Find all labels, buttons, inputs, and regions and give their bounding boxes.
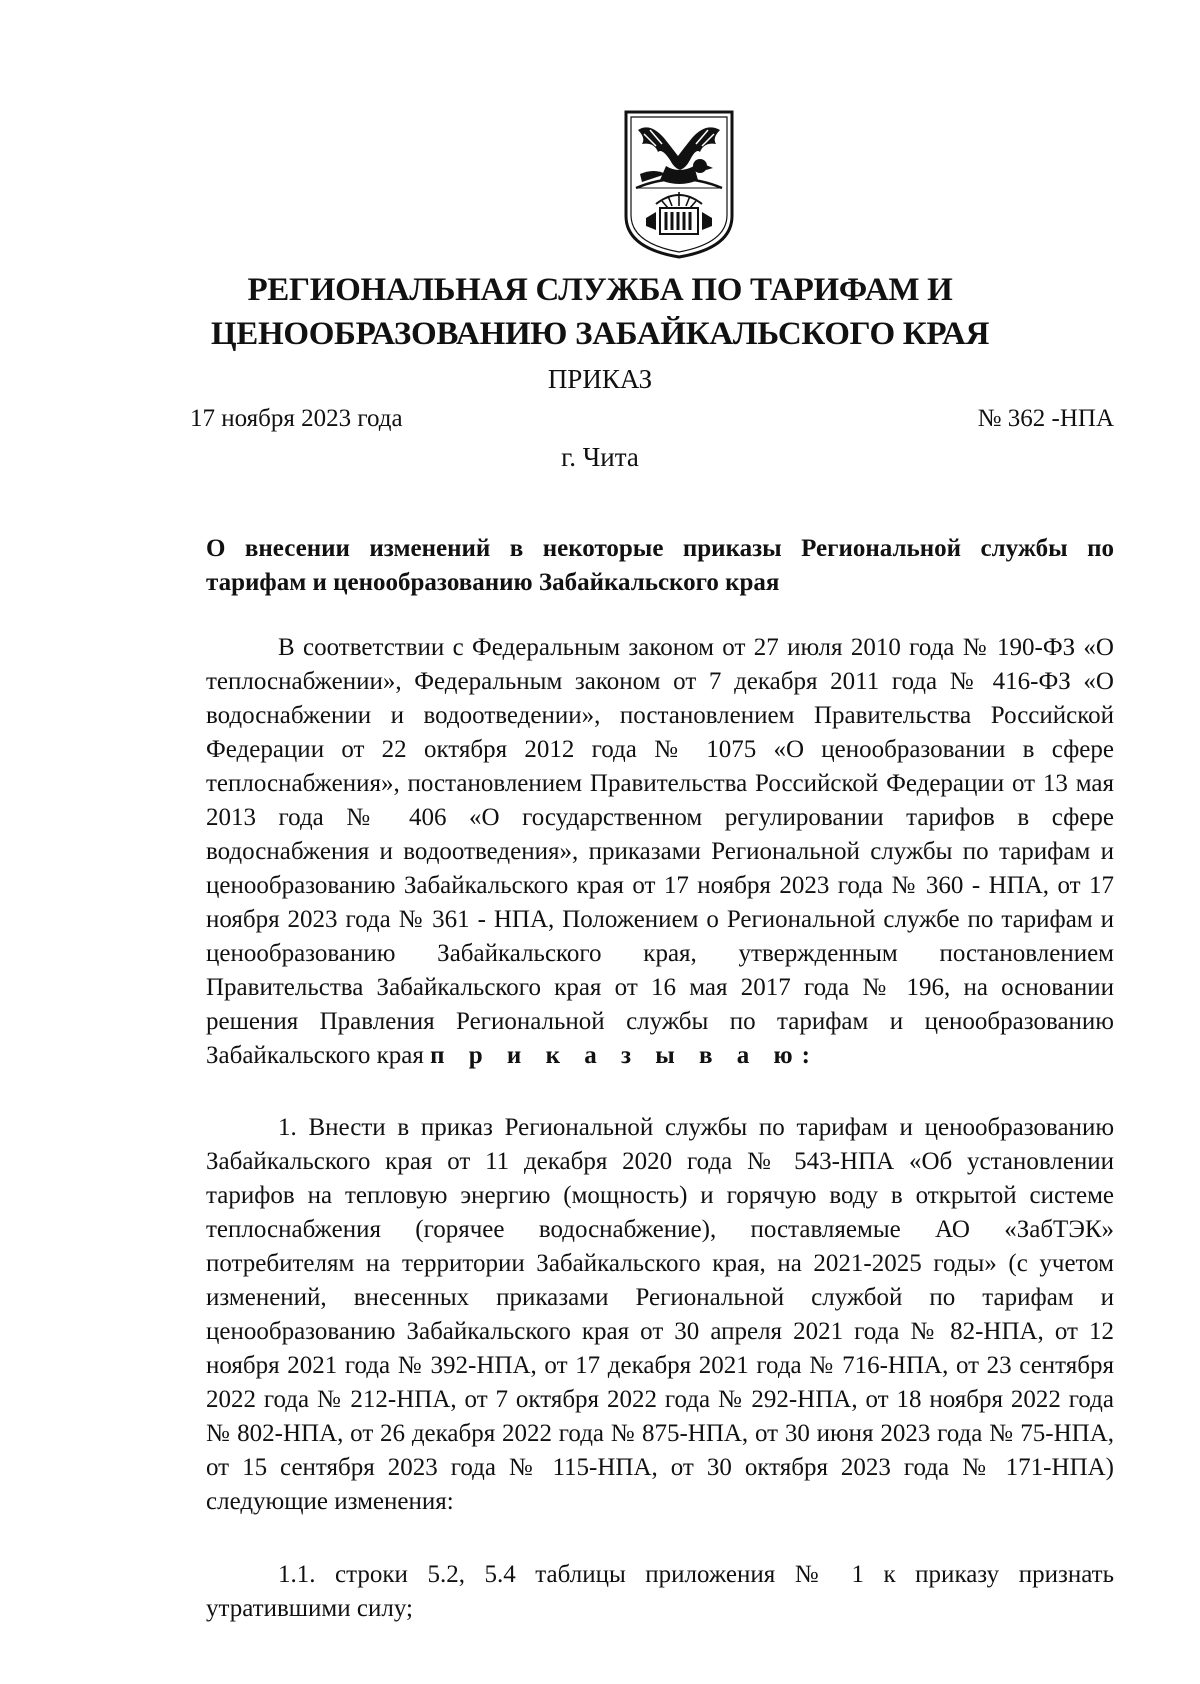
- preamble-text: В соответствии с Федеральным законом от 27 июля 2010 года № 190-ФЗ «О теплоснабжении», Федеральным законом от 7 декабря 2011 года № 416-ФЗ «О водоснабжении и водоотведении», постановлением Правительства Российской Федерации от 22 октября 2012 года № 1075 «О ценообразовании в сфере теплоснабжения», постановлением Правительства Российской Федерации от 13 мая 2013 года № 406 «О государственном регулировании тарифов в сфере водоснабжения и водоотведения», приказами Региональной службы по тарифам и ценообразованию Забайкальского края от 17 ноября 2023 года № 360 - НПА, от 17 ноября 2023 года № 361 - НПА, Положением о Региональной службе по тарифам и ценообразованию Забайкальского края, утвержденным постановлением Правительства Забайкальского края от 16 мая 2017 года № 196, на основании решения Правления Региональной службы по тарифам и ценообразованию Забайкальского края: [206, 634, 1114, 1069]
- preamble-paragraph: [206, 631, 1114, 1073]
- document-date: 17 ноября 2023 года: [190, 405, 403, 432]
- item-1-paragraph: 1. Внести в приказ Региональной службы по тарифам и ценообразованию Забайкальского края от 11 декабря 2020 года № 543-НПА «Об установлении тарифов на тепловую энергию (мощность) и горячую воду в открытой системе теплоснабжения (горячее водоснабжение), поставляемые АО «ЗабТЭК» потребителям на территории Забайкальского края, на 2021-2025 годы» (с учетом изменений, внесенных приказами Региональной службой по тарифам и ценообразованию Забайкальского края от 30 апреля 2021 года № 82-НПА, от 12 ноября 2021 года № 392-НПА, от 17 декабря 2021 года № 716-НПА, от 23 сентября 2022 года № 212-НПА, от 7 октября 2022 года № 292-НПА, от 18 ноября 2022 года № 802-НПА, от 26 декабря 2022 года № 875-НПА, от 30 июня 2023 года № 75-НПА, от 15 сентября 2023 года № 115-НПА, от 30 октября 2023 года № 171-НПА) следующие изменения:: [206, 1114, 1114, 1515]
- document-title: О внесении изменений в некоторые приказы Региональной службы по тарифам и ценообразованию Забайкальского края: [206, 535, 1114, 596]
- document-number: № 362 -НПА: [977, 405, 1114, 432]
- document-type: ПРИКАЗ: [547, 364, 653, 394]
- document-city: г. Чита: [561, 442, 639, 472]
- agency-name-line-1: РЕГИОНАЛЬНАЯ СЛУЖБА ПО ТАРИФАМ И: [247, 272, 953, 308]
- order-word: п р и к а з ы в а ю:: [430, 1042, 819, 1069]
- agency-name-line-2: ЦЕНООБРАЗОВАНИЮ ЗАБАЙКАЛЬСКОГО КРАЯ: [210, 316, 990, 352]
- coat-of-arms-emblem: [620, 108, 738, 260]
- item-1-1-paragraph: 1.1. строки 5.2, 5.4 таблицы приложения № 1 к приказу признать утратившими силу;: [206, 1561, 1114, 1622]
- agency-name: [0, 268, 1200, 356]
